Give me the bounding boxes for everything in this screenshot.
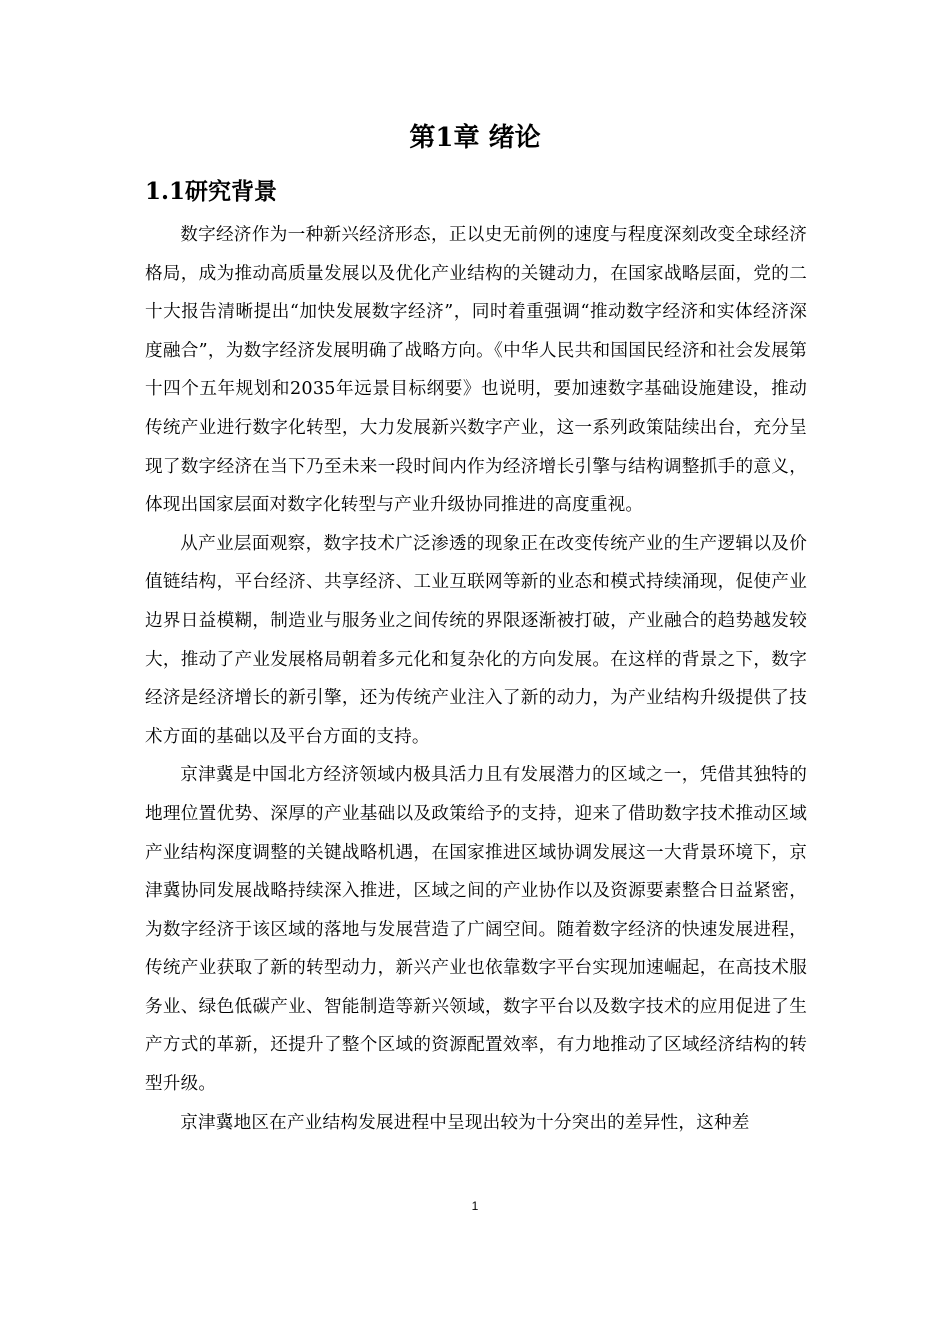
paragraph-3: 京津冀是中国北方经济领域内极具活力且有发展潜力的区域之一，凭借其独特的地理位置优势、深厚的产业基础以及政策给予的支持，迎来了借助数字技术推动区域产业结构深度调整的关键战略机遇，在国家推进区域协调发展这一大背景环境下，京津冀协同发展战略持续深入推进，区域之间的产业协作以及资源要素整合日益紧密，为数字经济于该区域的落地与发展营造了广阔空间。随着数字经济的快速发展进程，传统产业获取了新的转型动力，新兴产业也依靠数字平台实现加速崛起，在高技术服务业、绿色低碳产业、智能制造等新兴领域，数字平台以及数字技术的应用促进了生产方式的革新，还提升了整个区域的资源配置效率，有力地推动了区域经济结构的转型升级。 [145,765,807,1095]
section-title: 1.1研究背景 [145,178,278,205]
paragraph-1: 数字经济作为一种新兴经济形态，正以史无前例的速度与程度深刻改变全球经济格局，成为推动高质量发展以及优化产业结构的关键动力，在国家战略层面，党的二十大报告清晰提出“加快发展数字经济”，同时着重强调“推动数字经济和实体经济深度融合”，为数字经济发展明确了战略方向。《中华人民共和国国民经济和社会发展第十四个五年规划和2035年远景目标纲要》也说明，要加速数字基础设施建设，推动传统产业进行数字化转型，大力发展新兴数字产业，这一系列政策陆续出台，充分呈现了数字经济在当下乃至未来一段时间内作为经济增长引擎与结构调整抓手的意义，体现出国家层面对数字化转型与产业升级协同推进的高度重视。 [145,225,807,516]
chapter-title: 第1章 绪论 [409,123,541,153]
body-text [145,216,807,1142]
paragraph-4: 京津冀地区在产业结构发展进程中呈现出较为十分突出的差异性，这种差 [180,1112,750,1133]
paragraph-2: 从产业层面观察，数字技术广泛渗透的现象正在改变传统产业的生产逻辑以及价值链结构，平台经济、共享经济、工业互联网等新的业态和模式持续涌现，促使产业边界日益模糊，制造业与服务业之间传统的界限逐渐被打破，产业融合的趋势越发较大，推动了产业发展格局朝着多元化和复杂化的方向发展。在这样的背景之下，数字经济是经济增长的新引擎，还为传统产业注入了新的动力，为产业结构升级提供了技术方面的基础以及平台方面的支持。 [145,533,807,747]
page-number: 1 [471,1199,479,1213]
